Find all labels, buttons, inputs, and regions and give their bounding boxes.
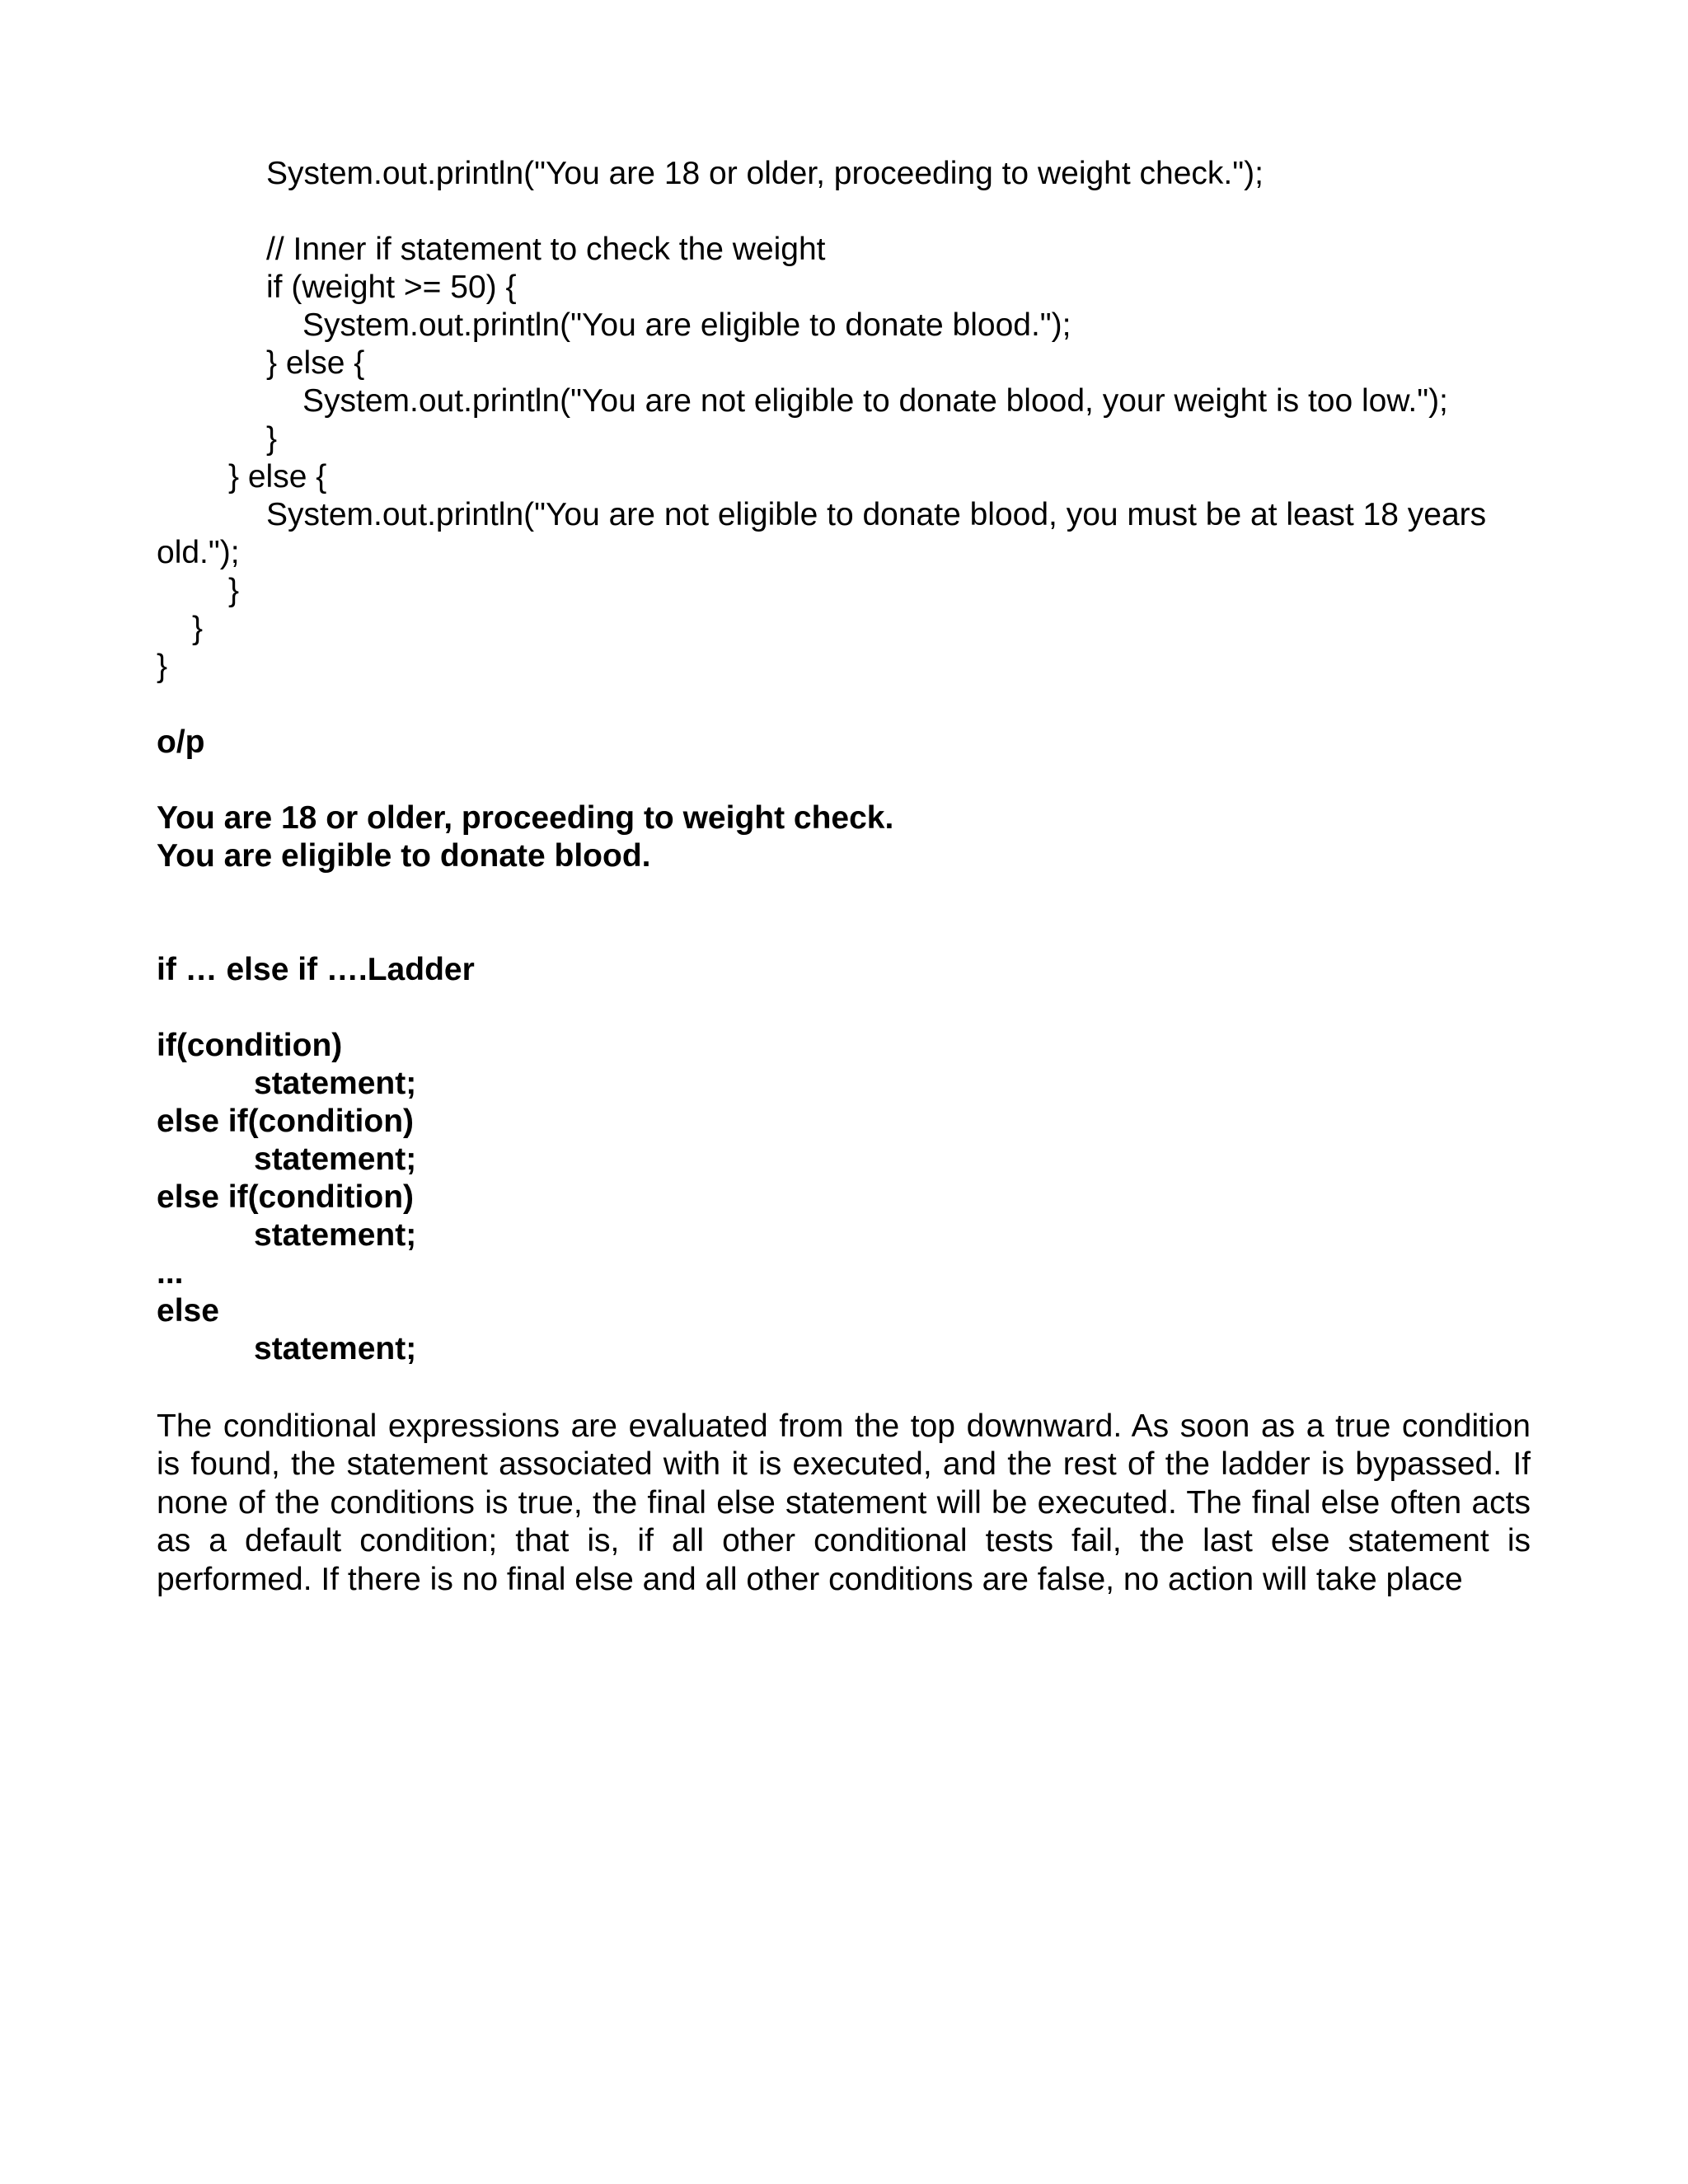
output-line: You are eligible to donate blood.	[157, 838, 651, 874]
code-line: System.out.println("You are not eligible to donate blood, you must be at least 18 years	[266, 497, 1487, 532]
syntax-line: statement;	[254, 1217, 417, 1253]
code-comment: // Inner if statement to check the weight	[266, 232, 826, 267]
code-line: System.out.println("You are not eligible to donate blood, your weight is too low.");	[302, 383, 1448, 419]
syntax-line: statement;	[254, 1066, 417, 1101]
syntax-line: statement;	[254, 1141, 417, 1177]
code-line: } else {	[266, 345, 365, 381]
syntax-line: else if(condition)	[157, 1104, 414, 1139]
syntax-line: else if(condition)	[157, 1179, 414, 1215]
code-line: System.out.println("You are 18 or older, proceeding to weight check.");	[266, 156, 1264, 191]
code-line: if (weight >= 50) {	[266, 269, 517, 305]
code-line: }	[192, 611, 204, 646]
code-line: old.");	[157, 535, 240, 570]
code-line: }	[228, 573, 240, 608]
syntax-line: statement;	[254, 1331, 417, 1366]
syntax-line: ...	[157, 1255, 184, 1291]
code-line: System.out.println("You are eligible to donate blood.");	[302, 307, 1071, 343]
code-line: }	[266, 421, 278, 457]
code-line: }	[157, 649, 168, 684]
syntax-line: else	[157, 1293, 219, 1329]
explanation-paragraph: The conditional expressions are evaluated from the top downward. As soon as a true condition is found, the statement associated with it is executed, and the rest of the ladder is bypassed. If none of the conditions is true, the final else statement will be executed. The final else often acts as a default condition; that is, if all other conditional tests fail, the last else statement is performed. If there is no final else and all other conditions are false, no action will take place	[157, 1408, 1531, 1597]
syntax-line: if(condition)	[157, 1028, 343, 1063]
output-label: o/p	[157, 724, 205, 760]
code-line: } else {	[228, 459, 327, 494]
output-line: You are 18 or older, proceeding to weight check.	[157, 800, 894, 836]
section-heading: if … else if ….Ladder	[157, 952, 475, 987]
